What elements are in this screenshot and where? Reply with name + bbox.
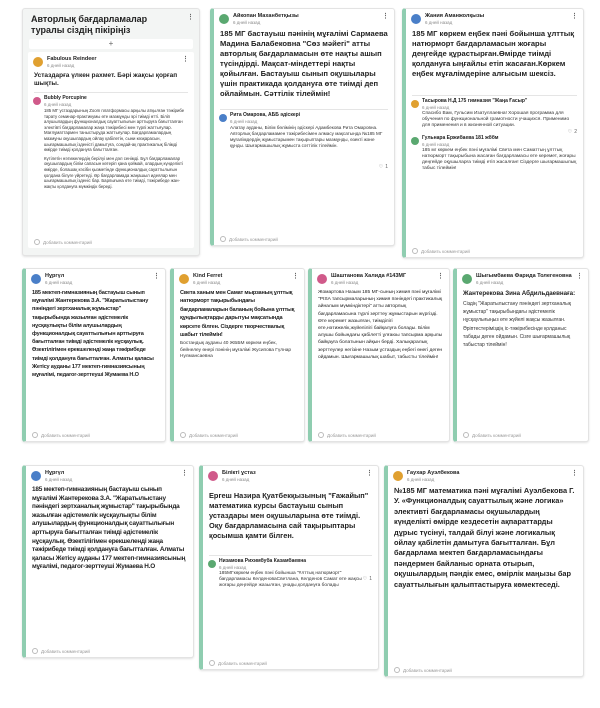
post-card xyxy=(170,268,305,442)
post-text: №185 МГ математика пәні мұғалімі Ауэлбекова Г. У. «Функционалдық сауаттылық және логика» элективті бағдарламасы оқушылардың күнделікті өмірде кездесетін ақпараттарды дұрыс түсінуі, талдай білуі және логикалық ойлау қабілетін дамытуға бағытталған. Бұл бағдарлама мектеп бағдарламасындағы пәндермен байланыс орната отырып, оқушылардың пәндік емес, өмірлік маңызы бар сауаттылығын қалыптастыруға көмектеседі. xyxy=(394,486,575,589)
more-vert-icon[interactable]: ⋮ xyxy=(366,470,373,477)
comment xyxy=(406,96,583,130)
avatar-icon xyxy=(463,432,469,438)
post-author: Айкопан Маханбетқызы xyxy=(233,13,299,19)
add-comment-link[interactable] xyxy=(32,648,90,654)
comment xyxy=(203,556,378,590)
avatar xyxy=(411,14,421,24)
post-header xyxy=(28,52,194,69)
add-comment-link[interactable] xyxy=(180,432,238,438)
add-comment-link[interactable] xyxy=(412,248,470,254)
post-author: Нұргүл xyxy=(45,273,65,279)
post-author: Гаухар Ауэлбекова xyxy=(407,470,460,476)
comment-author: Тасырова Н.Д 175 гимназия "Жаңа Ғасыр" xyxy=(422,98,528,104)
post-author: Kind Ferret xyxy=(193,273,223,279)
post-subtext: Бостандық ауданы 40 ЖББМ көркем еңбек, бейнелеу өнері пәнінің мұғалімі Жусипова Гүлнар Нулмансаевна xyxy=(180,341,292,360)
post-card xyxy=(22,268,166,442)
comment-text: 185МГкөркем еңбек пәні бойынша "Ұлттық натюрморт" бағдарламасы КелденоваСветлана, Келденов Самат өте жақсы жоғары деңгейде жазылған, ұнады,қолдануға болады xyxy=(219,571,362,589)
avatar-icon xyxy=(220,236,226,242)
avatar-icon xyxy=(412,248,418,254)
more-vert-icon[interactable]: ⋮ xyxy=(182,56,189,63)
comment xyxy=(28,93,194,189)
avatar xyxy=(208,471,218,481)
post-card xyxy=(22,465,194,658)
post-card xyxy=(308,268,450,442)
more-vert-icon[interactable]: ⋮ xyxy=(187,14,194,21)
comment-author: Низамова Рихимбуба Казамбаевна xyxy=(219,558,307,564)
heart-icon: ♡ xyxy=(362,576,368,582)
add-comment-label: Добавить комментарий xyxy=(327,432,376,438)
avatar xyxy=(462,274,472,284)
like-count: 1 xyxy=(369,576,372,582)
post-author: Шаштанова Халида #143МГ xyxy=(331,273,407,279)
comment-time: 6 дней назад xyxy=(44,102,72,107)
post-text: Света ханым мен Самат мырзаның ұлттық натюрморт тақырыбындағы бағдарламаларын баланың бойына ұлттық құндылықтарды дарытуы мақсатында көрсете білген. Сіздерге творчествалық шабыт тілеймін! xyxy=(180,290,295,339)
heart-icon: ♡ xyxy=(378,164,384,170)
comment-text: Спасибо Вам, Гульсим Изатуллаевна! Хорошая программа для обучения по функциональной грамотности учащихся. Применимо для применения и в жизненной ситуации. xyxy=(422,111,570,129)
comment xyxy=(214,110,394,149)
more-vert-icon[interactable]: ⋮ xyxy=(382,13,389,20)
post-card xyxy=(453,268,589,442)
add-comment-label: Добавить комментарий xyxy=(41,432,90,438)
post-author: Fabulous Reindeer xyxy=(47,56,97,62)
more-vert-icon[interactable]: ⋮ xyxy=(181,470,188,477)
avatar xyxy=(33,57,43,67)
comment-text: 185 мг көркем еңбек пәні мұғалімі Света мен Саматтың ұлттық натюрморт тақырыбына жасаған бағдарламасы өте керемет, жоғары деңгейде оқушыларға тиімді етіп жасалған! Сіздерге шығармашылық табыс тілеймін! xyxy=(422,147,577,172)
post-card xyxy=(402,8,584,258)
like-button[interactable] xyxy=(379,164,388,170)
comment-text: 185 МГ устаздарының Zoom платформасы арқылы атқылған тәжірибе тарату семинар-практикумы өте мазмұнды әрі тиімді өтті. Біліп алушылардың функционалдық сауаттылығын арттыруға бағытталған электівті бағдарламалар жаңа тәжірибесі мен түрлі жаттығулар. Мағлұматтармен таныстыруда жаттығулар. Бағдарламалардың мазмұны оқушылардың ойлау қабілетін, сыни көзқарасын, шығармашылық ізденісті дамытуға, сондай-ақ практикалық білімді өмірде тиімді қолдануға бағытталған. xyxy=(44,108,185,153)
post-text: Жомартова Назым 185 МГ-сының химия пәні мұғалімі "PISA тапсырмаларының химия пәніндегі практикалық айналым мүмкіндіктері" атты авторлық бағдарламасына түрлі зерттеу жұмыстарын жүргізді. Өте керемет жазылған, тиімділігі өте,нәтижелік,жүйелілігі байқалуға болады. Білім алушы бойындағы қабілетті ұлғаюы тапсырма арқылы байқауға болатынын айқын берді. Халықаралық зерттеулер негізіне Назым ұстаздың еңбегі өнегі деген ойдамын. Шығармашылық шабыт, табысты тілеймін! xyxy=(318,290,443,360)
post-time: 6 дней назад xyxy=(233,20,261,25)
avatar xyxy=(179,274,189,284)
avatar-icon xyxy=(32,648,38,654)
post-author: Жания Аманжолқызы xyxy=(425,13,485,19)
post-author: Нұргүл xyxy=(45,470,65,476)
post-time: 6 дней назад xyxy=(476,280,504,285)
avatar xyxy=(411,137,419,145)
add-comment-link[interactable] xyxy=(34,239,92,245)
avatar xyxy=(208,560,216,568)
post-time: 6 дней назад xyxy=(222,477,250,482)
comment-text: Алатау ауданы, Білім бөлімінің әдіскері Адамбекова Рита Омаровна. Авторлық бағдарламамен тәжірибесімен алмасу мақсатында №185 МГ мұғалімдердің жұмыстарымен тақырыптары мазмұнды, өзекті және құнды. Шығармашылық жұмыста сәттілік тілеймін. xyxy=(230,125,383,148)
more-vert-icon[interactable]: ⋮ xyxy=(576,273,583,280)
post-time: 6 дней назад xyxy=(47,63,75,68)
post-card xyxy=(199,465,379,670)
comment-time: 6 дней назад xyxy=(422,105,450,110)
post-time: 6 дней назад xyxy=(193,280,221,285)
more-vert-icon[interactable]: ⋮ xyxy=(571,470,578,477)
add-comment-label: Добавить комментарий xyxy=(218,660,267,666)
avatar-icon xyxy=(318,432,324,438)
like-count: 2 xyxy=(574,129,577,135)
post-author: Шыгымбаева Фарида Толегеновна xyxy=(476,273,572,279)
post-card xyxy=(384,465,584,677)
post-card xyxy=(210,8,395,246)
more-vert-icon[interactable]: ⋮ xyxy=(437,273,444,280)
post-text: 185 МГ көркем еңбек пәні бойынша ұлттық натюрморт бағдарламасын жоғары деңгейде құрастырған.Өмірде тиімді қолдануға ыңғайлы етіп жасаған.Көркем еңбек мұғалімдеріне алғысым шексіз. xyxy=(412,29,575,78)
comment xyxy=(406,133,583,173)
comment-time: 6 дней назад xyxy=(230,119,258,124)
add-comment-link[interactable] xyxy=(32,432,90,438)
avatar xyxy=(219,114,227,122)
comment-author: Рита Омарова, АББ әдіскері xyxy=(230,112,301,118)
avatar xyxy=(219,14,229,24)
comment-time: 6 дней назад xyxy=(422,141,450,147)
post-text: 185 МГ бастауыш пәнінің мұғалімі Сармаева Мадина Балабековна "Сөз мәйегі" атты авторлық бағдарламасын өте нақты ашып түсіндірді. Мақсат-міндеттері нақты қойылған. Бастауыш сынып оқушылары үшін практикада қолдануға өте тиімді деп ойлаймын. Сәттілік тілеймін! xyxy=(220,29,388,98)
post-time: 6 дней назад xyxy=(45,280,73,285)
add-post-button[interactable]: + xyxy=(29,39,193,49)
avatar xyxy=(393,471,403,481)
add-comment-label: Добавить комментарий xyxy=(403,667,452,673)
add-comment-link[interactable] xyxy=(220,236,278,242)
post-subtext: Сіздің "Жаратылыстану пәніндегі зертханалық жұмыстар" тақырыбындағы әдістемелік нұсқаулығыңыз өте жүйелі жақсы жазылған. Әріптестеріміздің іс-тәжірибесінде қолданыс табады деген ойдамын. Сізге шығармашылық табыстар тілеймін! xyxy=(463,301,571,349)
avatar xyxy=(33,97,41,105)
board-title-card xyxy=(22,8,200,256)
post-text: Устаздарға үлкен рахмет. Бәрі жақсы қорғап шықты. xyxy=(34,72,178,87)
add-comment-label: Добавить комментарий xyxy=(41,648,90,654)
comment-author: Bubbly Porcupine xyxy=(44,95,87,101)
board-title: Авторлық бағдарламалар туралы сіздің пікіріңіз xyxy=(31,14,148,35)
add-comment-label: Добавить комментарий xyxy=(43,239,92,245)
like-count: 1 xyxy=(385,164,388,170)
post-time: 6 дней назад xyxy=(331,280,359,285)
post-time: 6 дней назад xyxy=(425,20,453,25)
more-vert-icon[interactable]: ⋮ xyxy=(292,273,299,280)
add-comment-label: Добавить комментарий xyxy=(421,248,470,254)
avatar xyxy=(317,274,327,284)
post-text: Жантерекова Зина Абдильдаевнаға: xyxy=(463,290,576,297)
avatar-icon xyxy=(34,239,40,245)
avatar xyxy=(411,100,419,108)
avatar-icon xyxy=(180,432,186,438)
avatar-icon xyxy=(394,667,400,673)
comment-text: Күтілетін нәтижелердің берілуі мен дәл сенімді. Бұл бағдарламалар оқушылардың білім сапасын көтеріп қана қоймай, олардың күнделікті өмірде, болашақ кәсіби қызметінде функционалдық сауаттылығын қолдана білуге үйретеді. Әр бағдарламада жаңашыл идеялар мен шығармашылық ізденіс бар. Барлығына өте тиімді, тәжірибеде жан-жақты қолдануға мүмкіндік береді. xyxy=(44,155,183,189)
avatar-icon xyxy=(32,432,38,438)
add-comment-link[interactable] xyxy=(318,432,376,438)
avatar xyxy=(31,471,41,481)
post-text: 185 мектеп-гимназияның бастауыш сынып мұғалімі Жантерекова З.А. "Жаратылыстану пәніндегі зертханалық жұмыстар" тақырыбында жазылған әдістемелік нұсқаулықты білім алушылардың функционалдық сауаттылығын арттыруға бағытталған тиімді әдістемелік нұсқаулық. Өзектілігімен ерекшеленді жаңа тәжірибеде тиімді қолдануға бағытталған. Алматы қаласы Жетісу ауданы 177 мектеп-гимназиясының мұғалімі, педагог-зерттеуші Жумаева Н.О xyxy=(32,290,154,379)
post-time: 6 дней назад xyxy=(45,477,73,482)
post-time: 6 дней назад xyxy=(407,477,435,482)
add-comment-label: Добавить комментарий xyxy=(229,236,278,242)
avatar xyxy=(31,274,41,284)
add-comment-link[interactable] xyxy=(209,660,267,666)
add-comment-label: Добавить комментарий xyxy=(472,432,521,438)
comment-time: 6 дней назад xyxy=(219,565,247,570)
post-text: Ергеш Назира Қуатбекқызының "Ғажайып" математика курсы бастауыш сынып устаздары мен оқушыларына өте тиімді. Оқу бағдарламасына сай тақырыптары қосымша қамти білген. xyxy=(209,491,369,540)
post-author: Білікті ұстаз xyxy=(222,470,256,476)
heart-icon: ♡ xyxy=(567,129,573,135)
avatar-icon xyxy=(209,660,215,666)
more-vert-icon[interactable]: ⋮ xyxy=(153,273,160,280)
add-comment-link[interactable] xyxy=(394,667,452,673)
add-comment-link[interactable] xyxy=(463,432,521,438)
post-text: 185 мектеп-гимназияның бастауыш сынып мұғалімі Жантерекова З.А. "Жаратылыстану пәніндегі зертханалық жұмыстар" тақырыбында жазылған әдістемелік нұсқаулықты білім алушылардың функционалдық сауаттылығын арттыруға бағытталған тиімді әдістемелік нұсқаулық. Өзектілігімен ерекшеленді жаңа тәжірибеде тиімді қолдануға бағытталған. Алматы қаласы Жетісу ауданы 177 мектеп-гимназиясының мұғалімі, педагог-зерттеуші Жумаева Н.О xyxy=(32,486,186,571)
more-vert-icon[interactable]: ⋮ xyxy=(571,13,578,20)
add-comment-label: Добавить комментарий xyxy=(189,432,238,438)
comment-author: Гульнара Ержибаева 181 жббм xyxy=(422,134,499,141)
